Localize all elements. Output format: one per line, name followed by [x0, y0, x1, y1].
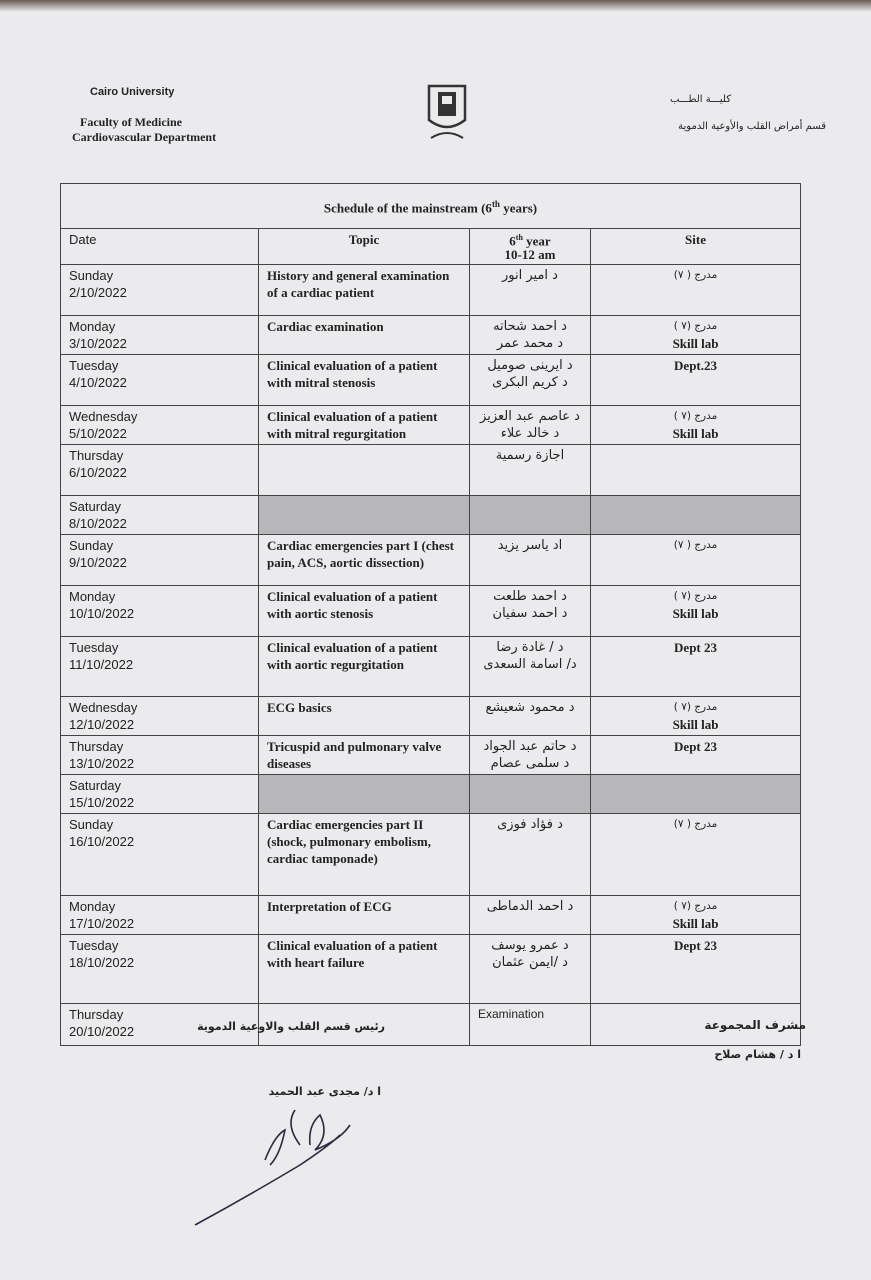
department-name: Cardiovascular Department	[72, 130, 217, 144]
table-row	[61, 896, 801, 935]
site-cell	[591, 355, 801, 406]
date-cell: Wednesday 12/10/2022	[61, 697, 259, 736]
staff-cell	[470, 637, 591, 697]
date-cell: Thursday 20/10/2022	[61, 1004, 259, 1046]
site-cell	[591, 637, 801, 697]
table-title: Schedule of the mainstream (6th years)	[61, 184, 801, 229]
staff-cell	[470, 935, 591, 1004]
table-row	[61, 1004, 801, 1046]
topic-cell: Clinical evaluation of a patient with mitral regurgitation	[259, 406, 470, 445]
date-cell: Saturday 15/10/2022	[61, 775, 259, 814]
site-label: Skill lab	[672, 426, 719, 442]
staff-cell	[470, 586, 591, 637]
site-label: مدرج ( ٧)	[673, 818, 718, 831]
topic-cell	[259, 775, 470, 814]
site-label: مدرج (٧ )	[673, 900, 718, 913]
date-cell: Sunday 16/10/2022	[61, 814, 259, 896]
staff-cell	[470, 445, 591, 496]
site-label: Dept 23	[674, 739, 717, 755]
staff-cell	[470, 896, 591, 935]
date-cell: Thursday 13/10/2022	[61, 736, 259, 775]
header-site: Site	[591, 229, 801, 265]
site-label: مدرج (٧ )	[673, 701, 718, 714]
table-row	[61, 775, 801, 814]
table-row	[61, 406, 801, 445]
table-row	[61, 736, 801, 775]
staff-name: د حاتم عبد الجواد	[483, 739, 577, 755]
staff-name: د كريم البكرى	[492, 375, 568, 391]
schedule-table	[60, 183, 801, 1046]
topic-cell: Cardiac examination	[259, 316, 470, 355]
table-row	[61, 586, 801, 637]
topic-cell: History and general examination of a cardiac patient	[259, 265, 470, 316]
date-cell: Tuesday 18/10/2022	[61, 935, 259, 1004]
faculty-name: Faculty of Medicine	[80, 115, 182, 129]
site-cell	[591, 586, 801, 637]
site-cell	[591, 445, 801, 496]
staff-cell	[470, 355, 591, 406]
staff-name: د عمرو يوسف	[491, 938, 569, 954]
table-row	[61, 935, 801, 1004]
faculty-name-ar: كليـــة الطـــب	[669, 94, 731, 105]
site-cell	[591, 814, 801, 896]
date-cell: Monday 10/10/2022	[61, 586, 259, 637]
staff-name: د احمد شحاته	[493, 319, 567, 335]
table-row	[61, 316, 801, 355]
header-topic: Topic	[259, 229, 470, 265]
staff-name: د سلمى عصام	[490, 756, 570, 772]
site-label: مدرج ( ٧)	[673, 269, 718, 282]
staff-name: اد ياسر يزيد	[497, 538, 563, 554]
date-cell: Monday 17/10/2022	[61, 896, 259, 935]
topic-cell: Clinical evaluation of a patient with mitral stenosis	[259, 355, 470, 406]
header-year: 6th year 10-12 am	[470, 229, 591, 265]
staff-name: د/ اسامة السعدى	[483, 657, 577, 673]
topic-cell: Clinical evaluation of a patient with aortic stenosis	[259, 586, 470, 637]
staff-name: اجازة رسمية	[495, 448, 565, 464]
date-cell: Thursday 6/10/2022	[61, 445, 259, 496]
date-cell: Sunday 2/10/2022	[61, 265, 259, 316]
staff-name: د فؤاد فوزى	[497, 817, 563, 833]
site-label: Dept 23	[674, 938, 717, 954]
staff-cell	[470, 496, 591, 535]
site-label: Skill lab	[672, 606, 719, 622]
staff-name: د /ايمن عثمان	[492, 955, 568, 971]
site-cell	[591, 406, 801, 445]
site-cell	[591, 697, 801, 736]
staff-name: Examination	[478, 1007, 545, 1022]
topic-cell: Tricuspid and pulmonary valve diseases	[259, 736, 470, 775]
date-cell: Wednesday 5/10/2022	[61, 406, 259, 445]
site-label: مدرج (٧ )	[673, 320, 718, 333]
site-cell	[591, 935, 801, 1004]
table-row	[61, 697, 801, 736]
site-label: مدرج (٧ )	[673, 410, 718, 423]
topic-cell: Cardiac emergencies part II (shock, pulmonary embolism, cardiac tamponade)	[259, 814, 470, 896]
supervisor-title: مشرف المجموعة	[704, 1018, 806, 1032]
date-cell: Tuesday 11/10/2022	[61, 637, 259, 697]
staff-name: د محمود شعيشع	[485, 700, 575, 716]
staff-cell	[470, 736, 591, 775]
staff-name: د امير انور	[502, 268, 558, 284]
site-cell	[591, 535, 801, 586]
topic-cell: Clinical evaluation of a patient with heart failure	[259, 935, 470, 1004]
table-row	[61, 814, 801, 896]
department-head-name: ا د/ مجدى عبد الحميد	[268, 1085, 381, 1098]
table-row	[61, 496, 801, 535]
staff-name: د عاصم عبد العزيز	[480, 409, 580, 425]
date-cell: Sunday 9/10/2022	[61, 535, 259, 586]
site-label: Dept 23	[674, 640, 717, 656]
table-row	[61, 637, 801, 697]
handwritten-signature	[190, 1105, 370, 1230]
header-date: Date	[61, 229, 259, 265]
staff-cell	[470, 775, 591, 814]
photo-edge	[0, 0, 871, 12]
department-name-ar: قسم أمراض القلب والأوعية الدموية	[678, 121, 826, 132]
topic-cell: ECG basics	[259, 697, 470, 736]
staff-name: د ايرينى صوميل	[487, 358, 573, 374]
supervisor-name: ا د / هشام صلاح	[714, 1048, 801, 1061]
site-cell	[591, 265, 801, 316]
staff-name: د احمد طلعت	[493, 589, 567, 605]
site-label: Skill lab	[672, 717, 719, 733]
staff-cell	[470, 535, 591, 586]
site-cell	[591, 775, 801, 814]
staff-name: د احمد الدماطى	[486, 899, 574, 915]
cairo-university-logo	[425, 82, 469, 144]
site-label: Skill lab	[672, 916, 719, 932]
staff-cell	[470, 697, 591, 736]
site-cell	[591, 316, 801, 355]
topic-cell: Cardiac emergencies part I (chest pain, ACS, aortic dissection)	[259, 535, 470, 586]
table-row	[61, 355, 801, 406]
site-cell	[591, 896, 801, 935]
university-name: Cairo University	[90, 86, 175, 98]
staff-name: د خالد علاء	[500, 426, 560, 442]
site-label: Skill lab	[672, 336, 719, 352]
site-cell	[591, 736, 801, 775]
table-row	[61, 445, 801, 496]
department-head-title: رئيس قسم القلب والاوعية الدموية	[197, 1020, 385, 1033]
staff-name: د / غادة رضا	[496, 640, 564, 656]
topic-cell	[259, 496, 470, 535]
date-cell: Saturday 8/10/2022	[61, 496, 259, 535]
staff-cell	[470, 1004, 591, 1046]
staff-cell	[470, 814, 591, 896]
site-cell	[591, 496, 801, 535]
staff-cell	[470, 316, 591, 355]
staff-cell	[470, 265, 591, 316]
site-label: مدرج (٧ )	[673, 590, 718, 603]
staff-name: د محمد عمر	[496, 336, 564, 352]
staff-name: د احمد سفيان	[492, 606, 568, 622]
topic-cell	[259, 445, 470, 496]
date-cell: Tuesday 4/10/2022	[61, 355, 259, 406]
table-row	[61, 535, 801, 586]
table-row	[61, 265, 801, 316]
topic-cell: Interpretation of ECG	[259, 896, 470, 935]
topic-cell: Clinical evaluation of a patient with aortic regurgitation	[259, 637, 470, 697]
staff-cell	[470, 406, 591, 445]
date-cell: Monday 3/10/2022	[61, 316, 259, 355]
site-label: مدرج ( ٧)	[673, 539, 718, 552]
site-label: Dept.23	[674, 358, 717, 374]
